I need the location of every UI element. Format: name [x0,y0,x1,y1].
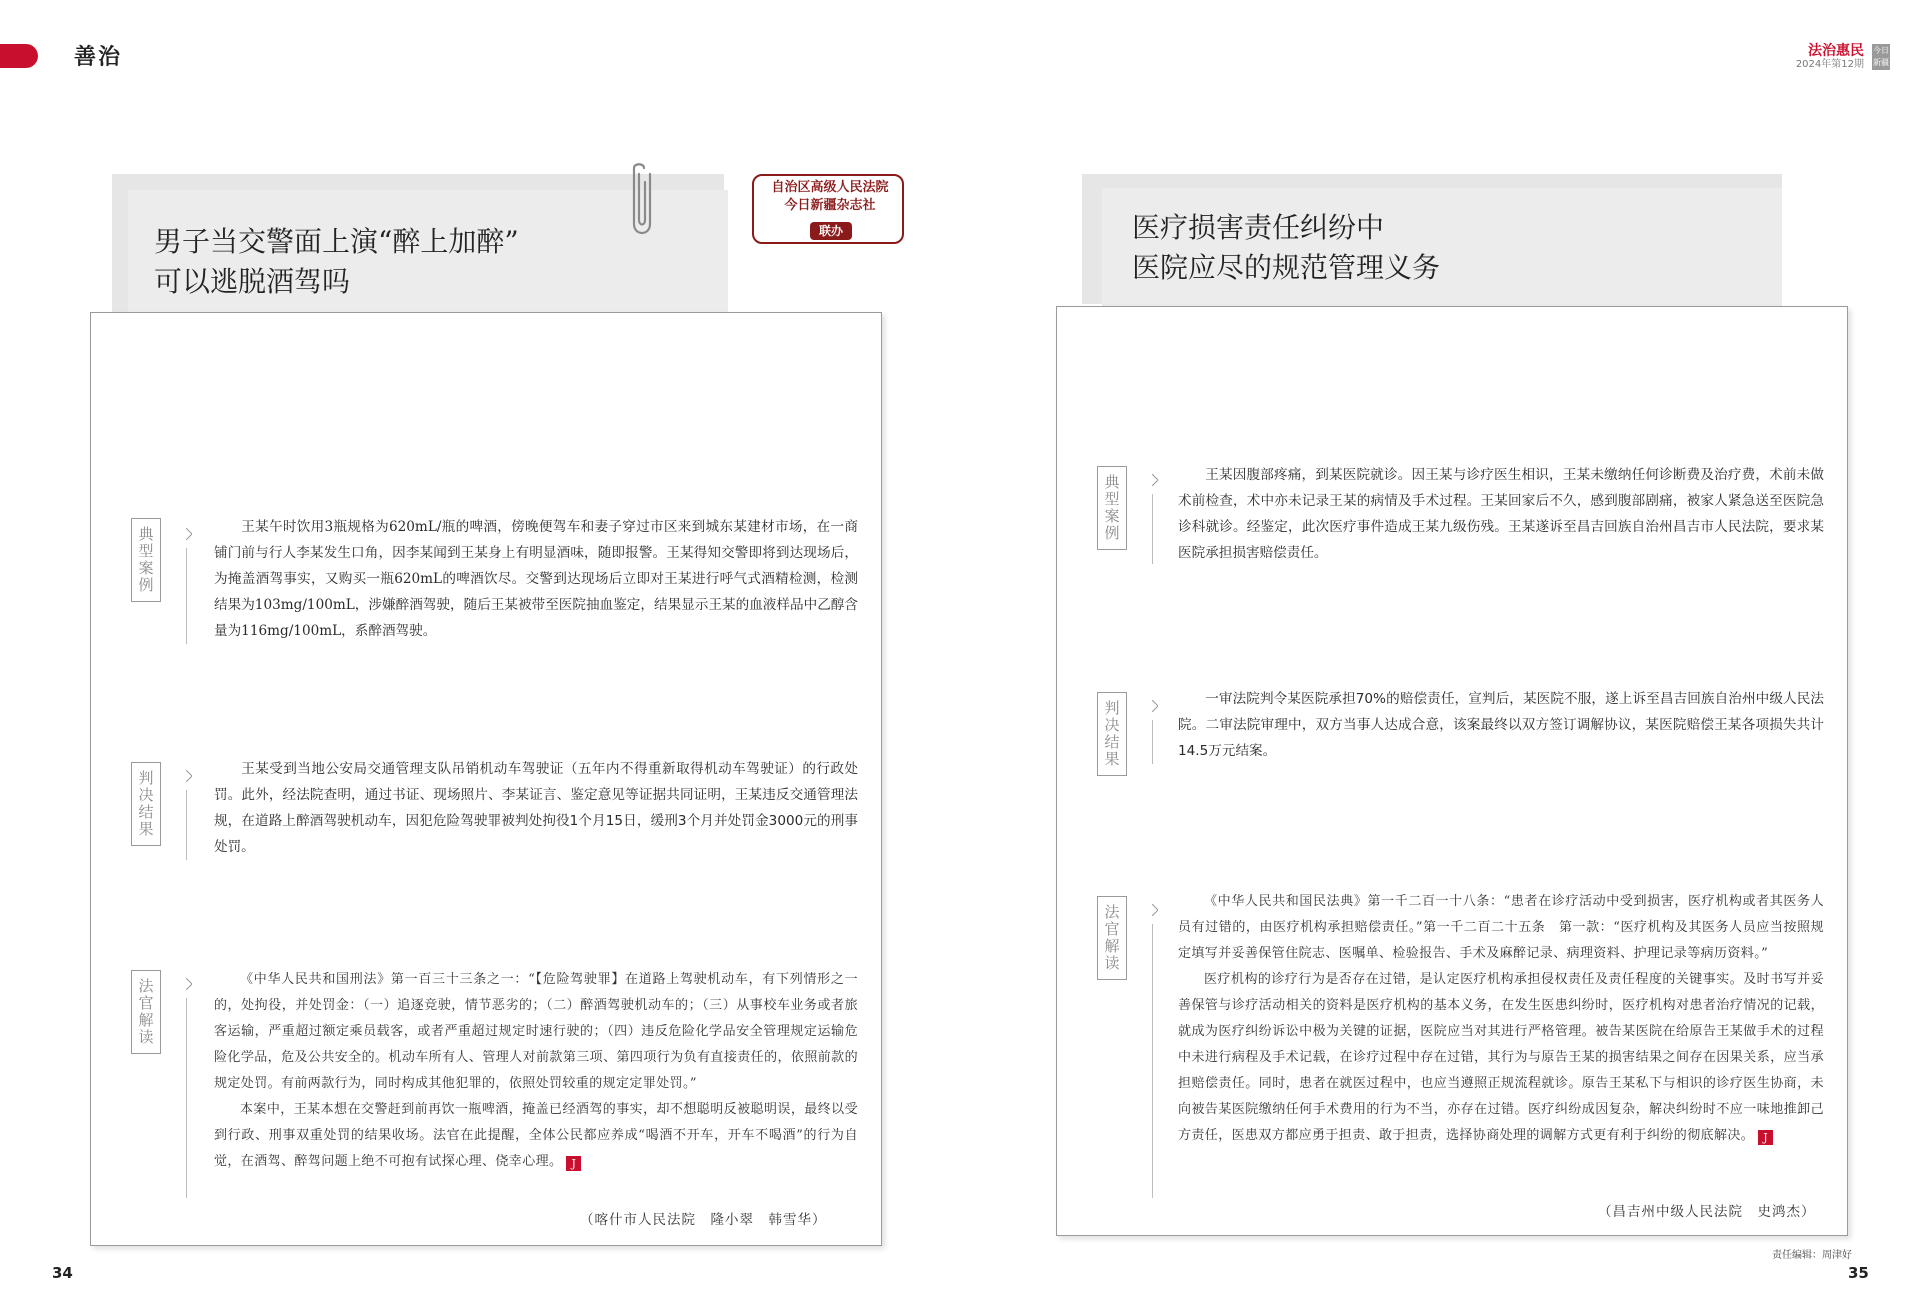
right-label-case: 典 型 案 例 [1097,466,1127,550]
left-judge-paragraph-2: 本案中，王某本想在交警赶到前再饮一瓶啤酒，掩盖已经酒驾的事实，却不想聪明反被聪明误，最终以受到行政、刑事双重处罚的结果收场。法官在此提醒，全体公民都应养成“喝酒不开车，开车不喝酒”的行为自觉，在酒驾、醉驾问题上绝不可抱有试探心理、侥幸心理。 J [214,1102,858,1170]
editor-credit: 责任编辑：周津好 [1772,1250,1852,1261]
brand-logo-mark [1872,44,1890,70]
right-label-judge: 法 官 解 读 [1097,896,1127,980]
right-case-divider [1152,494,1153,564]
right-ruling-divider [1152,720,1153,764]
right-signature: （昌吉州中级人民法院 史鸿杰） [1598,1204,1816,1220]
right-judge-divider [1152,924,1153,1198]
paper-clip-icon [622,160,656,246]
right-article-title [1132,208,1440,288]
left-signature: （喀什市人民法院 隆小翠 韩雪华） [580,1212,827,1228]
left-ruling-text: 王某受到当地公安局交通管理支队吊销机动车驾驶证（五年内不得重新取得机动车驾驶证）的行政处罚。此外，经法院查明，通过书证、现场照片、李某证言、鉴定意见等证据共同证明，王某违反交通管理法规，在道路上醉酒驾驶机动车，因犯危险驾驶罪被判处拘役1个月15日，缓刑3个月并处罚金3000元的刑事处罚。 [214,761,858,855]
left-label-case: 典 型 案 例 [131,518,161,602]
left-judge-paragraph-1: 《中华人民共和国刑法》第一百三十三条之一：“【危险驾驶罪】在道路上驾驶机动车，有下列情形之一的，处拘役，并处罚金：（一）追逐竞驶，情节恶劣的；（二）醉酒驾驶机动车的；（三）从事校车业务或者旅客运输，严重超过额定乘员载客，或者严重超过规定时速行驶的；（四）违反危险化学品安全管理规定运输危险化学品，危及公共安全的。机动车所有人、管理人对前款第三项、第四项行为负有直接责任的，依照前款的规定处罚。有前两款行为，同时构成其他犯罪的，依照处罚较重的规定定罪处罚。” [214,972,858,1091]
left-title-line2: 可以逃脱酒驾吗 [154,265,351,298]
left-judge-divider [186,998,187,1198]
left-ruling-divider [186,790,187,860]
left-ruling-arrow-icon [186,770,192,782]
right-case-text: 王某因腹部疼痛，到某医院就诊。因王某与诊疗医生相识，王某未缴纳任何诊断费及治疗费，术前未做术前检查，术中亦未记录王某的病情及手术过程。王某回家后不久，感到腹部剧痛，被家人紧急送至医院急诊科就诊。经鉴定，此次医疗事件造成王某九级伤残。王某遂诉至昌吉回族自治州昌吉市人民法院，要求某医院承担损害赔偿责任。 [1178,467,1824,561]
right-judge-text [1178,889,1824,1149]
article-end-mark: J [566,1156,581,1171]
right-title-line1: 医疗损害责任纠纷中 [1132,211,1385,244]
article-end-mark: J [1758,1130,1773,1145]
right-case-arrow-icon [1152,474,1158,486]
right-judge-arrow-icon [1152,904,1158,916]
left-label-ruling: 判 决 结 果 [131,762,161,846]
section-name: 善治 [74,44,123,70]
right-page-number: 35 [1848,1264,1869,1282]
right-judge-paragraph-2: 医疗机构的诊疗行为是否存在过错，是认定医疗机构承担侵权责任及责任程度的关键事实。及时书写并妥善保管与诊疗活动相关的资料是医疗机构的基本义务，在发生医患纠纷时，医疗机构对患者治疗情况的记载，就成为医疗纠纷诉讼中极为关键的证据，医院应当对其进行严格管理。被告某医院在给原告王某做手术的过程中未进行病程及手术记载，在诊疗过程中存在过错，其行为与原告王某的损害结果之间存在因果关系，应当承担赔偿责任。同时，患者在就医过程中，也应当遵照正规流程就诊。原告王某私下与相识的诊疗医生协商，未向被告某医院缴纳任何手术费用的行为不当，亦存在过错。医疗纠纷成因复杂，解决纠纷时不应一味地推卸己方责任，医患双方都应勇于担责、敢于担责，选择协商处理的调解方式更有利于纠纷的彻底解决。 J [1178,972,1824,1144]
brand-mark-bottom: 新疆 [1873,58,1889,67]
right-label-ruling: 判 决 结 果 [1097,692,1127,776]
left-article-title [154,222,519,302]
badge-chip: 联办 [810,222,852,240]
right-title-line2: 医院应尽的规范管理义务 [1132,251,1441,284]
left-judge-arrow-icon [186,978,192,990]
brand-mark-top: 今日 [1873,46,1889,55]
right-ruling-text: 一审法院判令某医院承担70%的赔偿责任，宣判后，某医院不服，遂上诉至昌吉回族自治州中级人民法院。二审法院审理中，双方当事人达成合意，该案最终以双方签订调解协议，某医院赔偿王某各项损失共计14.5万元结案。 [1178,691,1824,759]
brand-issue: 2024年第12期 [1795,59,1864,70]
right-ruling-arrow-icon [1152,700,1158,712]
brand-name: 法治惠民 [1808,43,1864,59]
right-judge-paragraph-1: 《中华人民共和国民法典》第一千二百一十八条：“患者在诊疗活动中受到损害，医疗机构或者其医务人员有过错的，由医疗机构承担赔偿责任。”第一千二百二十五条 第一款：“医疗机构及其医务人员应当按照规定填写并妥善保管住院志、医嘱单、检验报告、手术及麻醉记录、病理资料、护理记录等病历资料。” [1178,894,1824,961]
left-label-judge: 法 官 解 读 [131,970,161,1054]
left-title-line1: 男子当交警面上演“醉上加醉” [154,225,519,258]
badge-line1: 自治区高级人民法院 [771,180,889,195]
left-judge-text [214,967,858,1175]
left-case-divider [186,548,187,644]
left-case-text: 王某午时饮用3瓶规格为620mL/瓶的啤酒，傍晚便驾车和妻子穿过市区来到城东某建材市场，在一商铺门前与行人李某发生口角，因李某闻到王某身上有明显酒味，随即报警。王某得知交警即将到达现场后，为掩盖酒驾事实，又购买一瓶620mL的啤酒饮尽。交警到达现场后立即对王某进行呼气式酒精检测，检测结果为103mg/100mL，涉嫌醉酒驾驶，随后王某被带至医院抽血鉴定，结果显示王某的血液样品中乙醇含量为116mg/100mL，系醉酒驾驶。 [214,519,858,639]
co-organizer-badge [752,174,904,244]
magazine-brand [1796,44,1864,71]
left-page-number: 34 [52,1264,73,1282]
section-tab-marker [0,44,38,68]
badge-line2: 今日新疆杂志社 [784,198,876,213]
left-case-arrow-icon [186,528,192,540]
